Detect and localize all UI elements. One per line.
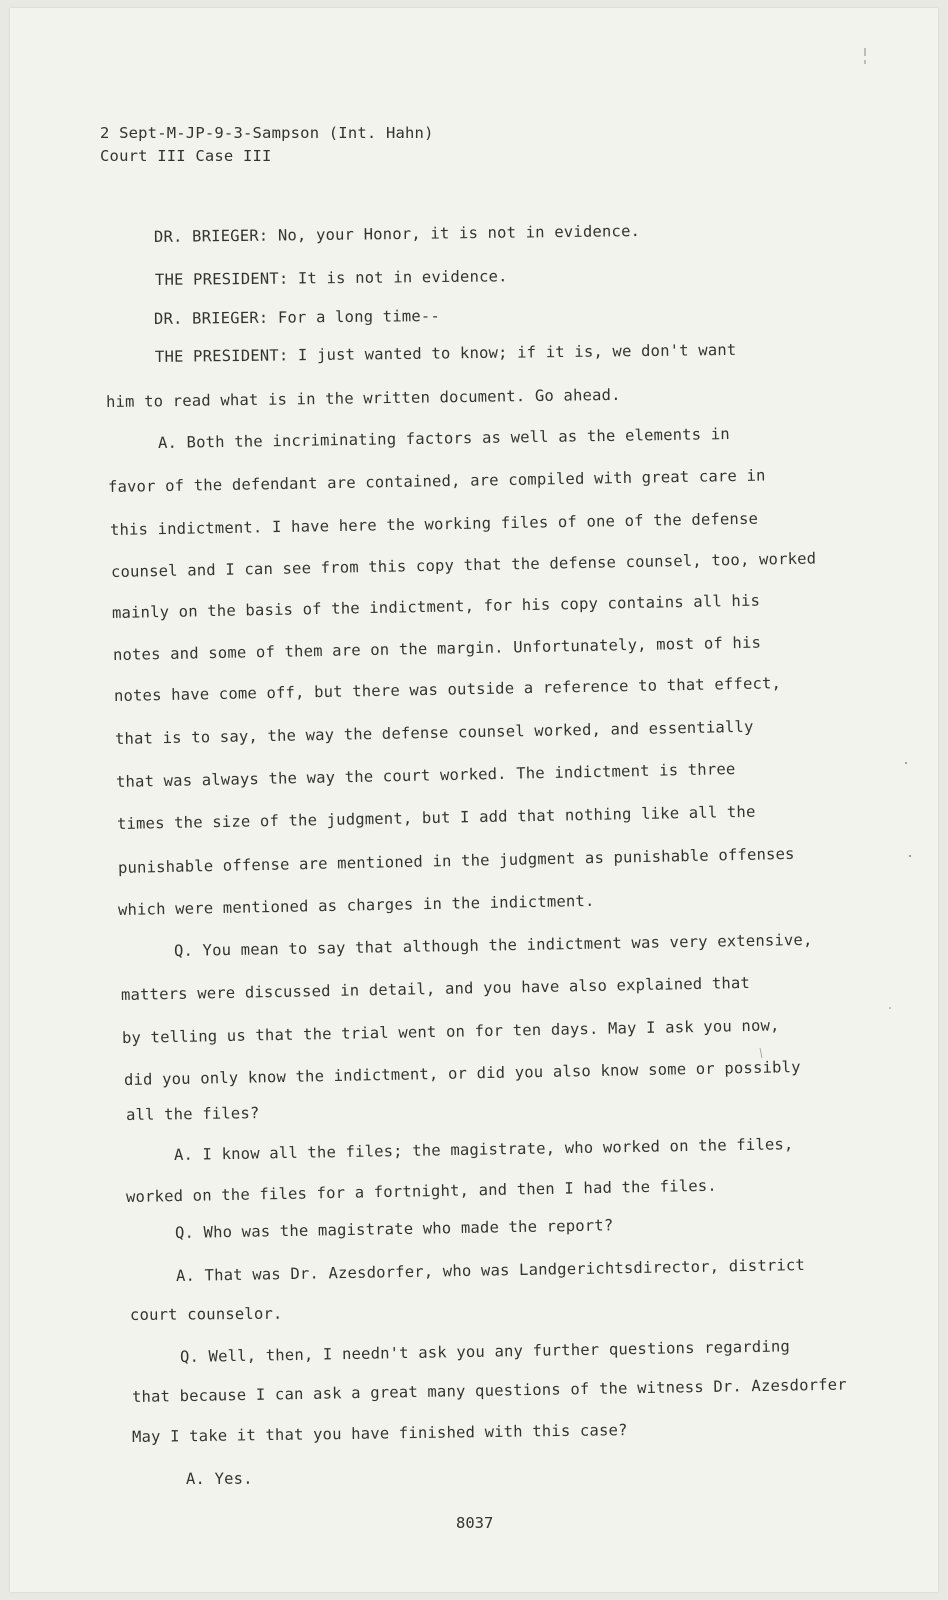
body-line: notes have come off, but there was outside a reference to that effect, (113, 674, 782, 705)
body-line: DR. BRIEGER: No, your Honor, it is not in evidence. (153, 222, 641, 246)
body-line: A. I know all the files; the magistrate, who worked on the files, (173, 1135, 794, 1164)
body-line: Q. You mean to say that although the indictment was very extensive, (173, 930, 813, 960)
body-line: court counselor. (129, 1304, 283, 1324)
body-line: all the files? (125, 1104, 260, 1124)
body-line: did you only know the indictment, or did you also know some or possibly (123, 1058, 801, 1089)
body-line: by telling us that the trial went on for ten days. May I ask you now, (121, 1016, 780, 1047)
body-line: matters were discussed in detail, and you have also explained that (120, 973, 751, 1004)
body-line: that because I can ask a great many questions of the witness Dr. Azesdorfer (131, 1375, 847, 1406)
body-line: May I take it that you have finished with this case? (131, 1421, 628, 1446)
body-line: Q. Who was the magistrate who made the report? (174, 1216, 614, 1242)
body-line: favor of the defendant are contained, are compiled with great care in (107, 466, 766, 496)
body-line: A. Yes. (185, 1469, 253, 1488)
body-line: THE PRESIDENT: I just wanted to know; if it is, we don't want (154, 340, 737, 366)
body-line: him to read what is in the written document. Go ahead. (105, 385, 621, 411)
body-line: DR. BRIEGER: For a long time-- (153, 307, 441, 328)
header-line-1: 2 Sept-M-JP-9-3-Sampson (Int. Hahn) (100, 124, 434, 142)
body-line: this indictment. I have here the working files of one of the defense (109, 509, 759, 539)
body-line: Q. Well, then, I needn't ask you any further questions regarding (179, 1337, 791, 1366)
body-line: THE PRESIDENT: It is not in evidence. (154, 267, 508, 289)
body-line: mainly on the basis of the indictment, for his copy contains all his (111, 591, 761, 622)
body-line: that is to say, the way the defense counsel worked, and essentially (114, 717, 754, 748)
body-line: punishable offense are mentioned in the judgment as punishable offenses (117, 844, 795, 877)
header-line-2: Court III Case III (100, 147, 272, 165)
body-line: that was always the way the court worked. The indictment is three (115, 760, 736, 791)
body-line: A. That was Dr. Azesdorfer, who was Landgerichtsdirector, district (175, 1256, 806, 1285)
body-line: A. Both the incriminating factors as well as the elements in (157, 425, 730, 452)
document-page (10, 8, 938, 1592)
body-line: notes and some of them are on the margin. Unfortunately, most of his (112, 633, 762, 664)
body-line: which were mentioned as charges in the indictment. (117, 891, 595, 919)
body-line: worked on the files for a fortnight, and then I had the files. (125, 1176, 718, 1206)
page-number: 8037 (456, 1514, 494, 1532)
body-line: counsel and I can see from this copy that the defense counsel, too, worked (110, 549, 817, 581)
body-line: times the size of the judgment, but I add that nothing like all the (116, 802, 756, 833)
